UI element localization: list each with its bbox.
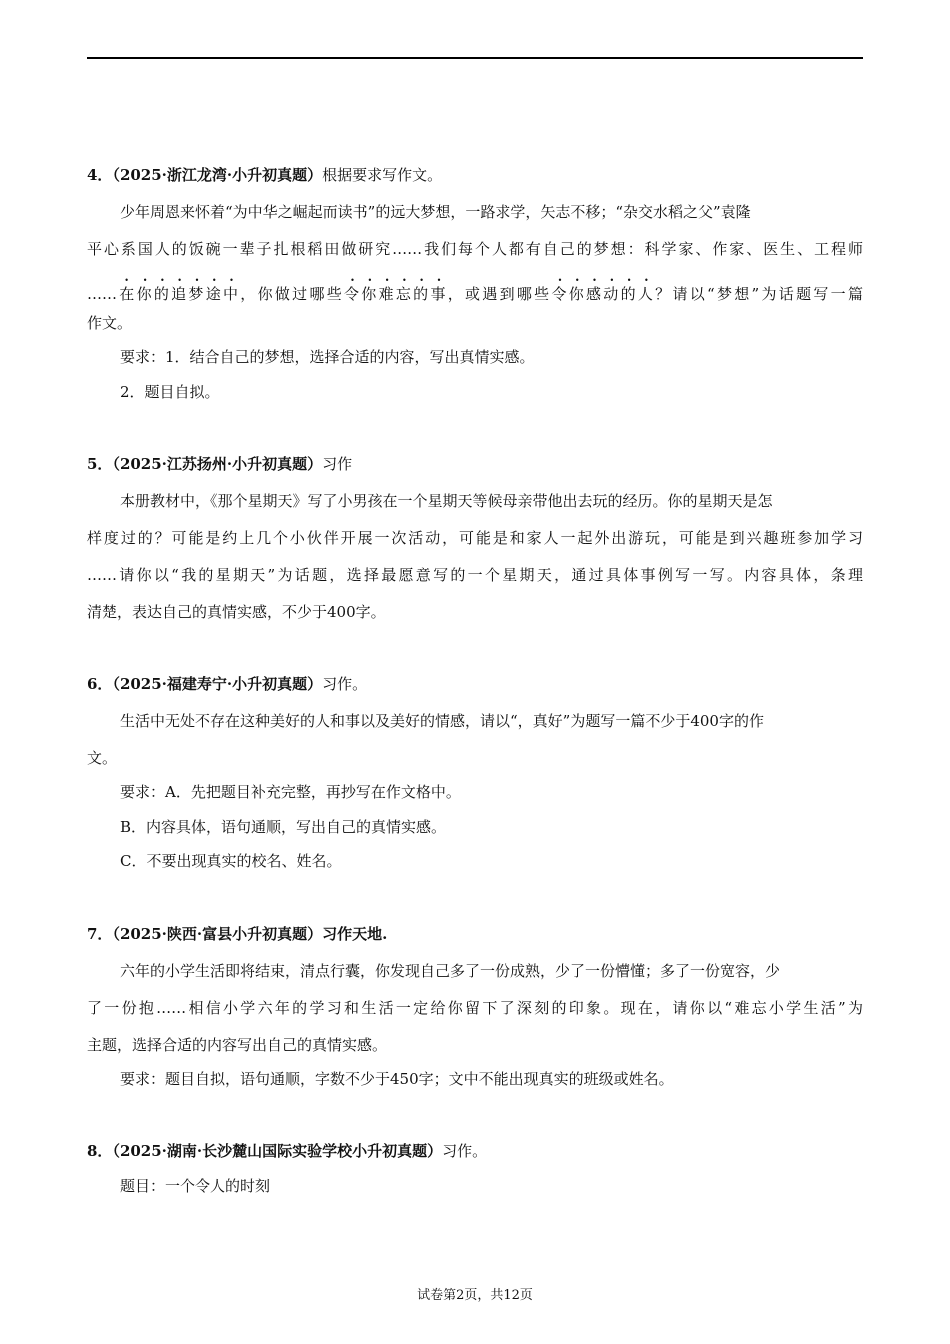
body-line: 样度过的？可能是约上几个小伙伴开展一次活动，可能是和家人一起外出游玩，可能是到兴趣班参加学习 [87, 529, 863, 547]
question-source: （2025·福建寿宁·小升初真题） [112, 675, 323, 693]
body-line: 本册教材中，《那个星期天》写了小男孩在一个星期天等候母亲带他出去玩的经历。你的星期天是怎 [120, 492, 773, 510]
text-segment: ？请以“梦想”为话题写一篇 [655, 285, 863, 303]
body-line: 平心系国人的饭碗一辈子扎根稻田做研究……我们每个人都有自己的梦想：科学家、作家、医生、工程师 [87, 240, 863, 258]
requirement-line: 2．题目自拟。 [120, 383, 220, 401]
question-prompt: 习作。 [442, 1142, 488, 1160]
emphasized-text: 令你难忘的事 [344, 285, 448, 303]
requirement-line: B．内容具体，语句通顺，写出自己的真情实感。 [120, 818, 447, 836]
question-number: 8． [87, 1142, 113, 1160]
requirement-line: 要求：题目自拟，语句通顺，字数不少于450字；文中不能出现真实的班级或姓名。 [120, 1070, 674, 1088]
body-line-emphasis [87, 276, 863, 303]
requirement-line: 要求：A．先把题目补充完整，再抄写在作文格中。 [120, 783, 461, 801]
body-line: 题目：一个令人的时刻 [120, 1177, 271, 1195]
body-line: ……请你以“我的星期天”为话题，选择最愿意写的一个星期天，通过具体事例写一写。内容具体，条理 [87, 566, 863, 584]
question-4-heading [87, 165, 442, 185]
question-prompt: 根据要求写作文。 [322, 166, 443, 184]
question-8-heading [87, 1141, 487, 1161]
question-7-heading [87, 924, 387, 944]
text-segment: ，你做过哪些 [240, 285, 345, 303]
body-line: 作文。 [87, 314, 133, 332]
question-number: 4． [87, 166, 113, 184]
question-6-heading [87, 674, 367, 694]
question-prompt: 习作天地. [322, 925, 388, 943]
emphasized-text: 在你的追梦途中 [117, 285, 241, 303]
question-source: （2025·陕西·富县小升初真题） [112, 925, 323, 943]
header-rule [87, 57, 863, 59]
body-line: 了一份抱……相信小学六年的学习和生活一定给你留下了深刻的印象。现在，请你以“难忘小学生活”为 [87, 999, 863, 1017]
body-line: 文。 [87, 749, 118, 767]
question-source: （2025·江苏扬州·小升初真题） [112, 455, 323, 473]
question-prompt: 习作。 [322, 675, 368, 693]
question-number: 5． [87, 455, 113, 473]
requirement-line: C．不要出现真实的校名、姓名。 [120, 852, 342, 870]
question-5-heading [87, 454, 352, 474]
body-line: 少年周恩来怀着“为中华之崛起而读书”的远大梦想，一路求学，矢志不移；“杂交水稻之父”袁隆 [120, 203, 751, 221]
question-source: （2025·浙江龙湾·小升初真题） [112, 166, 323, 184]
question-number: 6． [87, 675, 113, 693]
question-source: （2025·湖南·长沙麓山国际实验学校小升初真题） [112, 1142, 443, 1160]
question-prompt: 习作 [322, 455, 353, 473]
page-footer: 试卷第2页，共12页 [417, 1288, 533, 1303]
requirement-line: 要求：1．结合自己的梦想，选择合适的内容，写出真情实感。 [120, 348, 535, 366]
body-line: 清楚，表达自己的真情实感，不少于400字。 [87, 603, 386, 621]
body-line: 主题，选择合适的内容写出自己的真情实感。 [87, 1036, 388, 1054]
text-segment: …… [87, 285, 117, 303]
body-line: 生活中无处不存在这种美好的人和事以及美好的情感，请以“，真好”为题写一篇不少于400字的作 [120, 712, 764, 730]
text-segment: ，或遇到哪些 [447, 285, 552, 303]
question-number: 7． [87, 925, 113, 943]
emphasized-text: 令你感动的人 [551, 285, 656, 303]
body-line: 六年的小学生活即将结束，清点行囊，你发现自己多了一份成熟，少了一份懵懂；多了一份宽容，少 [120, 962, 781, 980]
